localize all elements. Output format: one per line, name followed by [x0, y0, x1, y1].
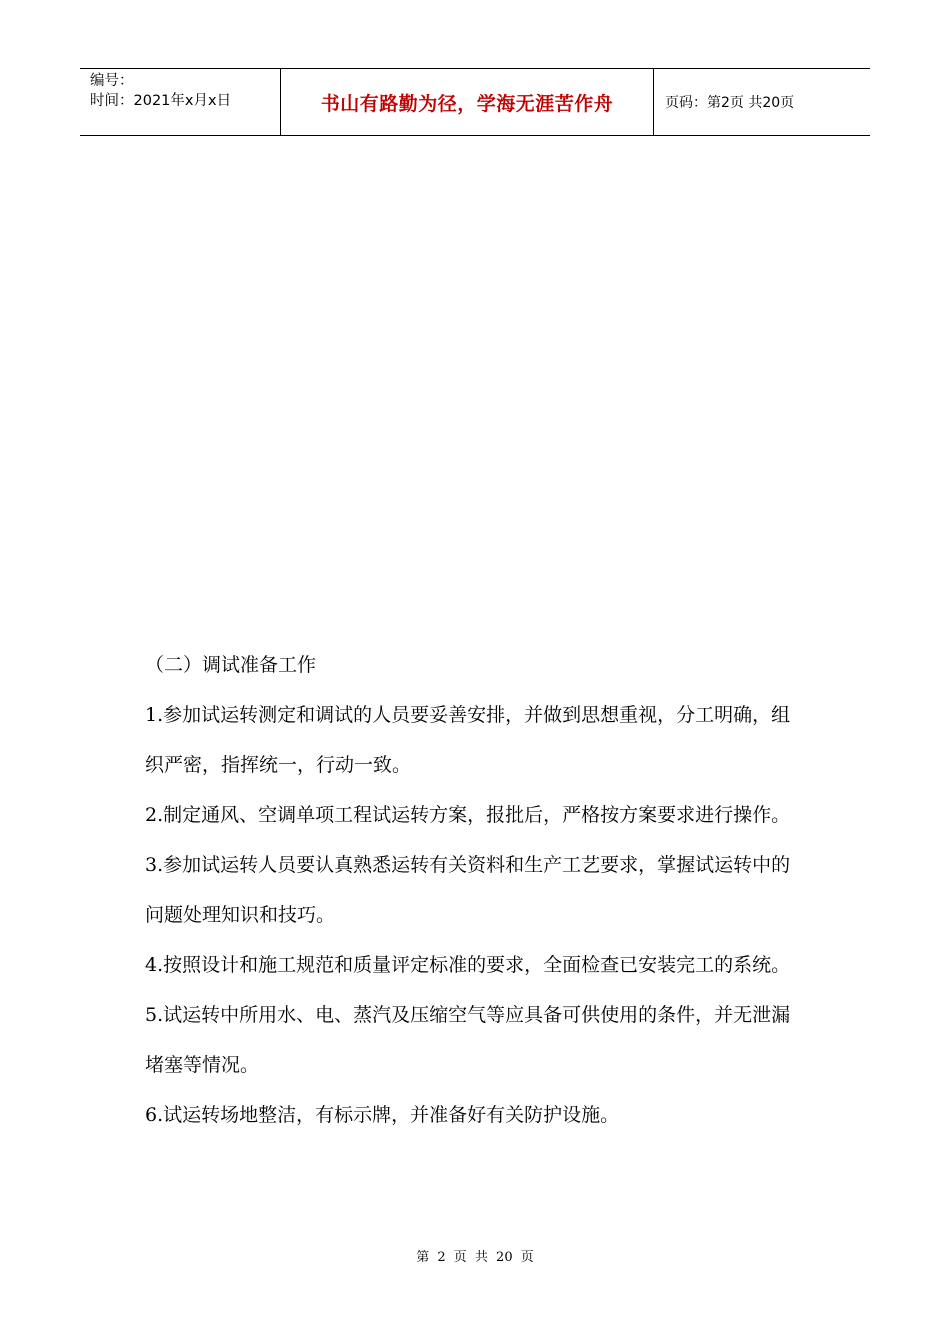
date-label: 时间：2021年x月x日 [90, 93, 232, 109]
page-info: 页码：第2页 共20页 [665, 95, 795, 111]
header-meta-cell [80, 69, 281, 135]
list-item-6: 6.试运转场地整洁，有标示牌，并准备好有关防护设施。 [145, 1104, 620, 1126]
document-body [145, 640, 805, 1140]
section-heading: （二）调试准备工作 [145, 654, 317, 676]
header-page-cell [654, 69, 870, 135]
number-label: 编号： [90, 73, 134, 89]
page-header [80, 68, 870, 136]
list-item-3: 3.参加试运转人员要认真熟悉运转有关资料和生产工艺要求，掌握试运转中的问题处理知识和技巧。 [145, 854, 791, 926]
motto-text: 书山有路勤为径，学海无涯苦作舟 [320, 92, 614, 115]
list-item-5: 5.试运转中所用水、电、蒸汽及压缩空气等应具备可供使用的条件，并无泄漏堵塞等情况。 [145, 1004, 791, 1076]
list-item-2: 2.制定通风、空调单项工程试运转方案，报批后，严格按方案要求进行操作。 [145, 804, 791, 826]
list-item-4: 4.按照设计和施工规范和质量评定标准的要求，全面检查已安装完工的系统。 [145, 954, 791, 976]
header-motto-cell [281, 69, 654, 135]
page-footer: 第 2 页 共 20 页 [416, 1250, 534, 1265]
list-item-1: 1.参加试运转测定和调试的人员要妥善安排，并做到思想重视，分工明确，组织严密，指挥统一，行动一致。 [145, 704, 791, 776]
